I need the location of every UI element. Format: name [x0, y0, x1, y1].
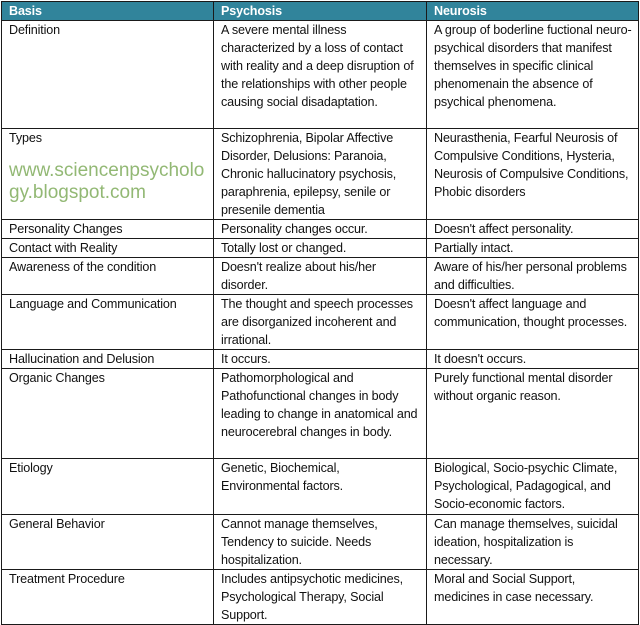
cell-basis: Hallucination and Delusion: [2, 350, 214, 369]
cell-neurosis: It doesn't occurs.: [427, 350, 639, 369]
table-row: [2, 129, 639, 220]
table-row: [2, 295, 639, 350]
cell-basis: Types: [2, 129, 214, 220]
cell-neurosis: Aware of his/her personal problems and difficulties.: [427, 258, 639, 295]
cell-basis: Etiology: [2, 459, 214, 515]
cell-psychosis: Includes antipsychotic medicines, Psychological Therapy, Social Support.: [214, 570, 427, 625]
cell-psychosis: Schizophrenia, Bipolar Affective Disorder, Delusions: Paranoia, Chronic hallucinatory psychosis, paraphrenia, epilepsy, senile or presenile dementia: [214, 129, 427, 220]
table-row: [2, 258, 639, 295]
cell-neurosis: Doesn't affect language and communication, thought processes.: [427, 295, 639, 350]
cell-basis: Treatment Procedure: [2, 570, 214, 625]
cell-psychosis: A severe mental illness characterized by a loss of contact with reality and a deep disruption of the relationships with other people causing social disadaptation.: [214, 21, 427, 129]
table-row: [2, 570, 639, 625]
cell-neurosis: Partially intact.: [427, 239, 639, 258]
table-row: [2, 369, 639, 459]
cell-neurosis: Moral and Social Support, medicines in case necessary.: [427, 570, 639, 625]
cell-neurosis: Purely functional mental disorder without organic reason.: [427, 369, 639, 459]
cell-neurosis: A group of boderline fuctional neuro-psychical disorders that manifest themselves in specific clinical phenomenain the absence of psychical phenomena.: [427, 21, 639, 129]
cell-psychosis: Genetic, Biochemical, Environmental factors.: [214, 459, 427, 515]
table-row: [2, 21, 639, 129]
table-row: [2, 220, 639, 239]
table-row: [2, 515, 639, 570]
cell-neurosis: Biological, Socio-psychic Climate, Psychological, Padagogical, and Socio-economic factors.: [427, 459, 639, 515]
watermark: www.sciencenpsychology.blogspot.com: [9, 160, 205, 203]
header-row: [2, 2, 639, 21]
cell-neurosis: Neurasthenia, Fearful Neurosis of Compulsive Conditions, Hysteria, Neurosis of Compulsive Conditions, Phobic disorders: [427, 129, 639, 220]
cell-basis: Contact with Reality: [2, 239, 214, 258]
cell-psychosis: Totally lost or changed.: [214, 239, 427, 258]
cell-neurosis: Doesn't affect personality.: [427, 220, 639, 239]
psychosis-vs-neurosis-table: [1, 1, 639, 625]
table-row: [2, 239, 639, 258]
cell-psychosis: It occurs.: [214, 350, 427, 369]
cell-basis: Language and Communication: [2, 295, 214, 350]
header-basis: Basis: [2, 2, 214, 21]
cell-basis: Definition: [2, 21, 214, 129]
cell-psychosis: Personality changes occur.: [214, 220, 427, 239]
cell-psychosis: Doesn't realize about his/her disorder.: [214, 258, 427, 295]
header-psychosis: Psychosis: [214, 2, 427, 21]
table-row: [2, 350, 639, 369]
header-neurosis: Neurosis: [427, 2, 639, 21]
cell-basis: Personality Changes: [2, 220, 214, 239]
table-row: [2, 459, 639, 515]
cell-neurosis: Can manage themselves, suicidal ideation, hospitalization is necessary.: [427, 515, 639, 570]
cell-basis: Organic Changes: [2, 369, 214, 459]
cell-basis: General Behavior: [2, 515, 214, 570]
cell-psychosis: Pathomorphological and Pathofunctional changes in body leading to change in anatomical and neurocerebral changes in body.: [214, 369, 427, 459]
cell-psychosis: Cannot manage themselves, Tendency to suicide. Needs hospitalization.: [214, 515, 427, 570]
cell-basis: Awareness of the condition: [2, 258, 214, 295]
cell-psychosis: The thought and speech processes are disorganized incoherent and irrational.: [214, 295, 427, 350]
